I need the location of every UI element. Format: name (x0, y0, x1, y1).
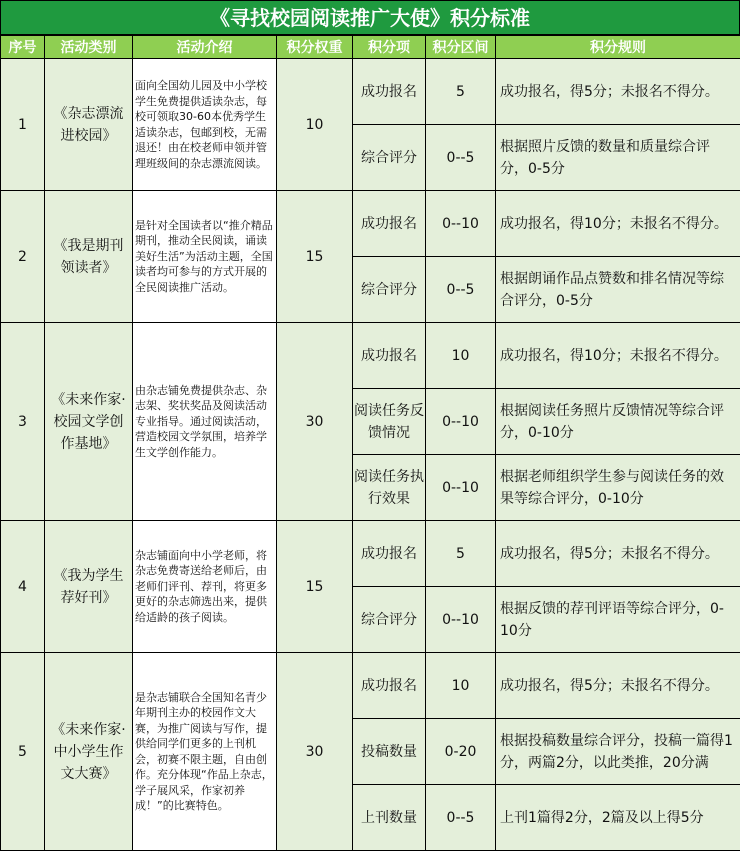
score-rule: 根据投稿数量综合评分，投稿一篇得1分，两篇2分，以此类推，20分满 (496, 719, 740, 785)
score-rule: 成功报名，得10分；未报名不得分。 (496, 191, 740, 257)
activity-num: 5 (1, 653, 45, 851)
score-item: 成功报名 (353, 521, 426, 587)
score-range: 0--10 (426, 389, 496, 455)
score-rule: 根据照片反馈的数量和质量综合评分，0-5分 (496, 125, 740, 191)
score-rule: 上刊1篇得2分，2篇及以上得5分 (496, 785, 740, 851)
score-range: 0--5 (426, 785, 496, 851)
score-range: 0-20 (426, 719, 496, 785)
activity-weight: 15 (277, 191, 353, 323)
score-item: 投稿数量 (353, 719, 426, 785)
activity-weight: 15 (277, 521, 353, 653)
activity-category: 《我为学生荐好刊》 (45, 521, 133, 653)
table-row (1, 653, 740, 719)
score-rule: 成功报名，得5分；未报名不得分。 (496, 521, 740, 587)
activity-num: 2 (1, 191, 45, 323)
header-num: 序号 (1, 36, 45, 59)
score-range: 0--5 (426, 257, 496, 323)
header-row (1, 36, 740, 59)
score-item: 上刊数量 (353, 785, 426, 851)
header-category: 活动类别 (45, 36, 133, 59)
table-row (1, 191, 740, 257)
sheet-title: 《寻找校园阅读推广大使》积分标准 (0, 0, 740, 35)
activity-category: 《杂志漂流进校园》 (45, 59, 133, 191)
activity-intro: 是针对全国读者以“推介精品期刊，推动全民阅读，诵读美好生活”为活动主题，全国读者均可参与的方式开展的全民阅读推广活动。 (133, 191, 277, 323)
table-row (1, 521, 740, 587)
header-range: 积分区间 (426, 36, 496, 59)
score-item: 阅读任务反馈情况 (353, 389, 426, 455)
score-range: 0--10 (426, 587, 496, 653)
header-rule: 积分规则 (496, 36, 740, 59)
score-rule: 成功报名，得5分；未报名不得分。 (496, 59, 740, 125)
score-table (0, 35, 740, 851)
score-range: 0--10 (426, 455, 496, 521)
score-range: 0--10 (426, 191, 496, 257)
header-item: 积分项 (353, 36, 426, 59)
activity-intro: 由杂志铺免费提供杂志、杂志架、奖状奖品及阅读活动专业指导。通过阅读活动，营造校园文学氛围，培养学生文学创作能力。 (133, 323, 277, 521)
activity-intro: 是杂志铺联合全国知名青少年期刊主办的校园作文大赛，为推广阅读与写作，提供给同学们更多的上刊机会，初赛不限主题，自由创作。充分体现“作品上杂志，学子展风采，作家初养成！”的比赛特色。 (133, 653, 277, 851)
activity-weight: 30 (277, 323, 353, 521)
score-rule: 根据阅读任务照片反馈情况等综合评分，0-10分 (496, 389, 740, 455)
header-intro: 活动介绍 (133, 36, 277, 59)
score-rule: 根据老师组织学生参与阅读任务的效果等综合评分，0-10分 (496, 455, 740, 521)
score-range: 10 (426, 653, 496, 719)
score-item: 阅读任务执行效果 (353, 455, 426, 521)
activity-num: 4 (1, 521, 45, 653)
score-item: 成功报名 (353, 323, 426, 389)
activity-category: 《未来作家·中小学生作文大赛》 (45, 653, 133, 851)
score-range: 10 (426, 323, 496, 389)
activity-num: 3 (1, 323, 45, 521)
score-rule: 成功报名，得5分；未报名不得分。 (496, 653, 740, 719)
score-range: 5 (426, 521, 496, 587)
activity-category: 《未来作家·校园文学创作基地》 (45, 323, 133, 521)
score-item: 综合评分 (353, 257, 426, 323)
activity-weight: 30 (277, 653, 353, 851)
activity-category: 《我是期刊领读者》 (45, 191, 133, 323)
activity-weight: 10 (277, 59, 353, 191)
table-row (1, 323, 740, 389)
score-rule: 成功报名，得10分；未报名不得分。 (496, 323, 740, 389)
score-range: 0--5 (426, 125, 496, 191)
activity-num: 1 (1, 59, 45, 191)
score-rule: 根据反馈的荐刊评语等综合评分，0-10分 (496, 587, 740, 653)
score-rule: 根据朗诵作品点赞数和排名情况等综合评分，0-5分 (496, 257, 740, 323)
activity-intro: 杂志铺面向中小学老师，将杂志免费寄送给老师后，由老师们评刊、荐刊，将更多更好的杂志筛选出来，提供给适龄的孩子阅读。 (133, 521, 277, 653)
score-item: 综合评分 (353, 587, 426, 653)
table-row (1, 59, 740, 125)
header-weight: 积分权重 (277, 36, 353, 59)
score-range: 5 (426, 59, 496, 125)
score-item: 成功报名 (353, 59, 426, 125)
activity-intro: 面向全国幼儿园及中小学校学生免费提供适读杂志，每校可领取30-60本优秀学生适读杂志，包邮到校，无需退还！由在校老师申领并管理班级间的杂志漂流阅读。 (133, 59, 277, 191)
score-item: 成功报名 (353, 653, 426, 719)
score-item: 成功报名 (353, 191, 426, 257)
score-item: 综合评分 (353, 125, 426, 191)
